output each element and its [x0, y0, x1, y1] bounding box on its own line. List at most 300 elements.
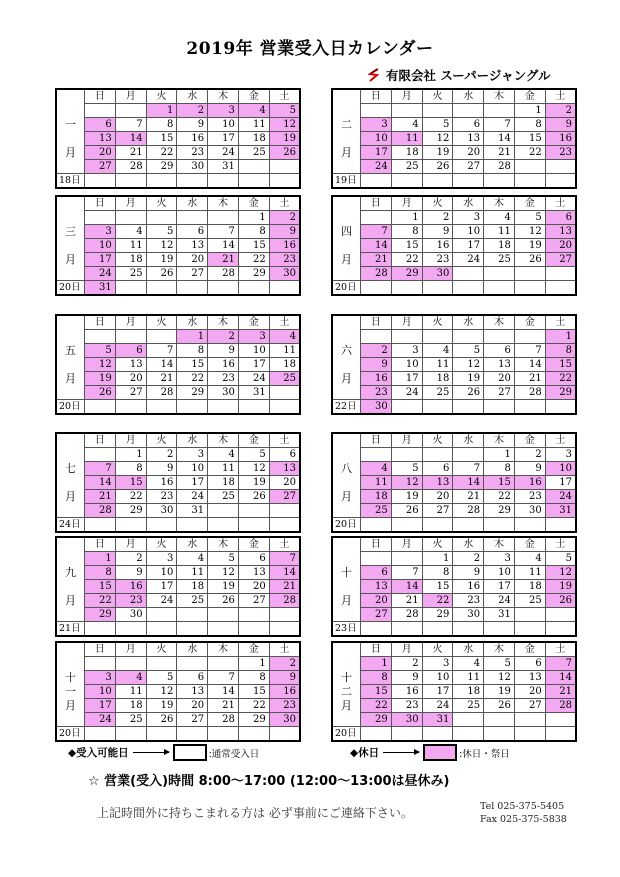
day-cell: 7 — [545, 657, 576, 671]
day-cell — [238, 400, 269, 415]
month-label — [332, 160, 361, 174]
day-cell: 4 — [208, 448, 239, 462]
day-cell: 23 — [453, 594, 484, 608]
day-cell: 28 — [208, 713, 239, 727]
day-cell: 1 — [422, 552, 453, 566]
day-cell: 22 — [85, 594, 116, 608]
day-cell: 17 — [453, 239, 484, 253]
day-cell — [177, 727, 208, 742]
day-cell — [484, 518, 515, 533]
day-cell — [177, 174, 208, 189]
day-cell: 6 — [545, 211, 576, 225]
day-cell: 25 — [208, 490, 239, 504]
day-cell — [85, 448, 116, 462]
month-label: 月 — [56, 594, 85, 608]
month-calendar — [55, 536, 301, 634]
day-cell: 22 — [391, 253, 422, 267]
month-label — [332, 267, 361, 281]
day-cell: 18 — [391, 146, 422, 160]
day-cell — [422, 174, 453, 189]
day-cell — [391, 281, 422, 296]
day-cell: 16 — [208, 358, 239, 372]
day-cell: 17 — [391, 372, 422, 386]
day-cell — [453, 622, 484, 637]
day-cell: 13 — [361, 580, 392, 594]
day-cell: 17 — [208, 132, 239, 146]
day-cell — [514, 518, 545, 533]
day-cell: 4 — [484, 211, 515, 225]
day-cell: 5 — [545, 552, 576, 566]
day-cell: 29 — [85, 608, 116, 622]
day-cell: 21 — [208, 253, 239, 267]
day-cell — [177, 518, 208, 533]
weekday-header: 水 — [177, 315, 208, 330]
day-cell — [208, 211, 239, 225]
day-cell: 3 — [453, 211, 484, 225]
weekday-header: 日 — [85, 196, 116, 211]
weekday-header: 金 — [238, 433, 269, 448]
day-cell: 23 — [422, 253, 453, 267]
day-cell: 10 — [484, 566, 515, 580]
day-cell: 17 — [238, 358, 269, 372]
day-cell — [115, 727, 146, 742]
day-cell — [146, 400, 177, 415]
weekday-header: 日 — [85, 315, 116, 330]
day-cell: 5 — [238, 448, 269, 462]
day-cell: 2 — [177, 104, 208, 118]
day-cell: 21 — [484, 146, 515, 160]
day-cell: 9 — [391, 671, 422, 685]
day-cell: 29 — [238, 713, 269, 727]
day-cell: 11 — [238, 118, 269, 132]
day-cell: 8 — [514, 118, 545, 132]
weekday-header: 土 — [269, 89, 300, 104]
month-label — [332, 713, 361, 727]
day-cell — [545, 160, 576, 174]
day-cell: 29 — [391, 267, 422, 281]
day-cell: 28 — [115, 160, 146, 174]
weekday-header: 土 — [269, 642, 300, 657]
day-cell — [545, 713, 576, 727]
day-cell: 22 — [514, 146, 545, 160]
day-cell: 7 — [361, 225, 392, 239]
month-label — [332, 476, 361, 490]
month-table — [331, 536, 577, 637]
day-cell: 3 — [177, 448, 208, 462]
day-cell: 16 — [177, 132, 208, 146]
day-cell — [422, 281, 453, 296]
month-label: 月 — [56, 490, 85, 504]
day-cell: 11 — [177, 566, 208, 580]
day-cell: 16 — [146, 476, 177, 490]
weekday-header: 日 — [361, 433, 392, 448]
month-label — [56, 504, 85, 518]
day-cell: 6 — [484, 344, 515, 358]
day-cell: 8 — [484, 462, 515, 476]
day-cell: 2 — [208, 330, 239, 344]
month-calendar — [331, 641, 577, 739]
day-cell: 12 — [484, 671, 515, 685]
month-label — [332, 552, 361, 566]
weekday-header: 火 — [146, 89, 177, 104]
day-cell — [361, 104, 392, 118]
day-cell — [422, 727, 453, 742]
day-cell: 14 — [391, 580, 422, 594]
day-cell — [514, 174, 545, 189]
month-table — [331, 641, 577, 742]
weekday-header: 水 — [453, 537, 484, 552]
weekday-header: 火 — [146, 433, 177, 448]
day-cell: 17 — [85, 699, 116, 713]
day-cell — [269, 160, 300, 174]
day-cell: 24 — [85, 267, 116, 281]
day-cell: 15 — [484, 476, 515, 490]
day-cell — [85, 400, 116, 415]
month-table — [331, 314, 577, 415]
corner-cell — [332, 642, 361, 657]
day-cell — [85, 211, 116, 225]
day-cell: 29 — [146, 160, 177, 174]
weekday-header: 水 — [177, 537, 208, 552]
weekday-header: 土 — [545, 537, 576, 552]
day-cell: 9 — [422, 225, 453, 239]
day-cell — [391, 518, 422, 533]
day-cell: 18 — [238, 132, 269, 146]
day-cell — [484, 174, 515, 189]
day-cell — [146, 727, 177, 742]
month-calendar — [55, 641, 301, 739]
day-cell: 19 — [545, 580, 576, 594]
day-cell: 20 — [514, 685, 545, 699]
day-cell: 12 — [391, 476, 422, 490]
day-cell: 18 — [422, 372, 453, 386]
day-cell: 27 — [514, 699, 545, 713]
business-hours: ☆ 営業(受入)時間 8:00～17:00 (12:00～13:00は昼休み) — [88, 774, 450, 789]
day-cell — [208, 174, 239, 189]
day-cell: 11 — [269, 344, 300, 358]
day-cell: 9 — [514, 462, 545, 476]
month-label: 二 — [332, 118, 361, 132]
corner-cell — [332, 537, 361, 552]
day-cell — [514, 622, 545, 637]
month-label: 五 — [56, 344, 85, 358]
day-cell: 3 — [545, 448, 576, 462]
fax-number: Fax 025-375-5838 — [480, 814, 567, 825]
day-cell: 2 — [146, 448, 177, 462]
day-cell: 27 — [545, 253, 576, 267]
weekday-header: 日 — [361, 196, 392, 211]
business-days-count: 20日 — [56, 281, 85, 296]
day-cell: 17 — [545, 476, 576, 490]
day-cell: 22 — [146, 146, 177, 160]
day-cell: 5 — [514, 211, 545, 225]
day-cell — [269, 386, 300, 400]
weekday-header: 水 — [453, 315, 484, 330]
weekday-header: 月 — [391, 89, 422, 104]
weekday-header: 金 — [514, 642, 545, 657]
day-cell: 10 — [453, 225, 484, 239]
weekday-header: 木 — [484, 315, 515, 330]
weekday-header: 木 — [484, 89, 515, 104]
day-cell: 30 — [177, 160, 208, 174]
weekday-header: 金 — [514, 89, 545, 104]
weekday-header: 金 — [514, 433, 545, 448]
day-cell: 12 — [85, 358, 116, 372]
day-cell: 21 — [115, 146, 146, 160]
day-cell — [361, 281, 392, 296]
weekday-header: 月 — [115, 196, 146, 211]
business-days-count: 23日 — [332, 622, 361, 637]
day-cell — [115, 174, 146, 189]
day-cell: 19 — [391, 490, 422, 504]
day-cell: 8 — [115, 462, 146, 476]
day-cell — [422, 330, 453, 344]
day-cell: 15 — [177, 358, 208, 372]
weekday-header: 火 — [422, 642, 453, 657]
day-cell — [115, 281, 146, 296]
day-cell: 15 — [238, 239, 269, 253]
day-cell — [146, 174, 177, 189]
day-cell: 28 — [146, 386, 177, 400]
day-cell: 30 — [146, 504, 177, 518]
day-cell: 5 — [208, 552, 239, 566]
day-cell: 21 — [269, 580, 300, 594]
business-days-count: 20日 — [56, 400, 85, 415]
weekday-header: 木 — [208, 642, 239, 657]
day-cell: 5 — [453, 344, 484, 358]
weekday-header: 日 — [361, 642, 392, 657]
day-cell — [484, 281, 515, 296]
day-cell: 20 — [484, 372, 515, 386]
weekday-header: 月 — [391, 537, 422, 552]
day-cell — [545, 518, 576, 533]
weekday-header: 水 — [453, 196, 484, 211]
day-cell — [269, 727, 300, 742]
weekday-header: 日 — [361, 315, 392, 330]
day-cell: 16 — [422, 239, 453, 253]
weekday-header: 水 — [177, 89, 208, 104]
day-cell: 3 — [422, 657, 453, 671]
day-cell — [361, 174, 392, 189]
day-cell: 24 — [177, 490, 208, 504]
day-cell: 13 — [422, 476, 453, 490]
day-cell: 8 — [85, 566, 116, 580]
day-cell: 8 — [545, 344, 576, 358]
weekday-header: 木 — [484, 537, 515, 552]
day-cell — [238, 160, 269, 174]
month-label — [56, 239, 85, 253]
weekday-header: 日 — [85, 433, 116, 448]
month-label: 月 — [56, 146, 85, 160]
day-cell: 11 — [208, 462, 239, 476]
weekday-header: 月 — [115, 89, 146, 104]
day-cell: 10 — [85, 239, 116, 253]
day-cell: 29 — [115, 504, 146, 518]
day-cell: 22 — [238, 699, 269, 713]
month-label — [332, 657, 361, 671]
day-cell: 6 — [238, 552, 269, 566]
day-cell: 10 — [238, 344, 269, 358]
day-cell — [208, 622, 239, 637]
day-cell: 14 — [85, 476, 116, 490]
weekday-header: 土 — [545, 315, 576, 330]
legend-open-label: ◆受入可能日 — [68, 747, 129, 759]
day-cell: 12 — [146, 685, 177, 699]
day-cell — [361, 727, 392, 742]
day-cell: 16 — [514, 476, 545, 490]
day-cell: 26 — [146, 267, 177, 281]
day-cell: 5 — [269, 104, 300, 118]
day-cell: 4 — [177, 552, 208, 566]
day-cell: 9 — [115, 566, 146, 580]
day-cell: 11 — [115, 239, 146, 253]
day-cell — [422, 104, 453, 118]
company-name — [368, 66, 550, 84]
day-cell: 31 — [238, 386, 269, 400]
day-cell: 3 — [391, 344, 422, 358]
weekday-header: 木 — [208, 537, 239, 552]
day-cell: 1 — [238, 211, 269, 225]
day-cell — [453, 727, 484, 742]
day-cell: 31 — [545, 504, 576, 518]
day-cell: 14 — [514, 358, 545, 372]
corner-cell — [56, 642, 85, 657]
month-calendar — [55, 88, 301, 186]
day-cell: 23 — [146, 490, 177, 504]
day-cell: 16 — [361, 372, 392, 386]
day-cell: 15 — [85, 580, 116, 594]
day-cell: 8 — [361, 671, 392, 685]
weekday-header: 日 — [361, 89, 392, 104]
day-cell: 9 — [545, 118, 576, 132]
day-cell: 15 — [238, 685, 269, 699]
day-cell: 12 — [238, 462, 269, 476]
day-cell — [238, 281, 269, 296]
month-label — [332, 608, 361, 622]
day-cell: 25 — [238, 146, 269, 160]
day-cell — [269, 518, 300, 533]
month-label: 月 — [56, 699, 85, 713]
day-cell: 7 — [453, 462, 484, 476]
day-cell — [115, 518, 146, 533]
day-cell: 25 — [422, 386, 453, 400]
day-cell — [177, 211, 208, 225]
day-cell — [208, 504, 239, 518]
day-cell: 28 — [514, 386, 545, 400]
day-cell: 14 — [208, 685, 239, 699]
month-table — [331, 88, 577, 189]
day-cell: 18 — [115, 699, 146, 713]
weekday-header: 火 — [422, 433, 453, 448]
corner-cell — [56, 537, 85, 552]
business-days-count: 24日 — [56, 518, 85, 533]
month-label: 十 — [332, 566, 361, 580]
day-cell: 13 — [238, 566, 269, 580]
month-label: 月 — [332, 490, 361, 504]
day-cell — [146, 622, 177, 637]
day-cell: 23 — [208, 372, 239, 386]
day-cell: 18 — [484, 239, 515, 253]
month-label: 一 — [56, 118, 85, 132]
day-cell: 11 — [115, 685, 146, 699]
day-cell — [422, 622, 453, 637]
month-calendar — [331, 536, 577, 634]
day-cell — [269, 400, 300, 415]
day-cell — [484, 330, 515, 344]
weekday-header: 金 — [238, 89, 269, 104]
day-cell: 23 — [177, 146, 208, 160]
weekday-header: 木 — [484, 433, 515, 448]
month-label — [56, 580, 85, 594]
day-cell: 26 — [208, 594, 239, 608]
day-cell: 7 — [391, 566, 422, 580]
day-cell: 30 — [391, 713, 422, 727]
day-cell: 20 — [115, 372, 146, 386]
day-cell: 14 — [208, 239, 239, 253]
month-label: 三 — [56, 225, 85, 239]
day-cell — [208, 400, 239, 415]
day-cell — [453, 518, 484, 533]
day-cell: 26 — [545, 594, 576, 608]
day-cell: 28 — [269, 594, 300, 608]
day-cell: 6 — [177, 671, 208, 685]
day-cell: 16 — [269, 685, 300, 699]
day-cell: 10 — [177, 462, 208, 476]
day-cell: 2 — [361, 344, 392, 358]
day-cell: 2 — [453, 552, 484, 566]
arrow-icon — [133, 752, 169, 753]
day-cell: 1 — [514, 104, 545, 118]
day-cell: 2 — [422, 211, 453, 225]
day-cell: 1 — [115, 448, 146, 462]
day-cell — [514, 727, 545, 742]
weekday-header: 水 — [177, 433, 208, 448]
weekday-header: 火 — [422, 315, 453, 330]
day-cell: 16 — [115, 580, 146, 594]
day-cell: 11 — [391, 132, 422, 146]
day-cell: 12 — [422, 132, 453, 146]
weekday-header: 木 — [208, 315, 239, 330]
day-cell: 31 — [484, 608, 515, 622]
day-cell — [208, 657, 239, 671]
day-cell: 13 — [484, 358, 515, 372]
day-cell — [85, 174, 116, 189]
day-cell: 1 — [391, 211, 422, 225]
day-cell: 13 — [177, 685, 208, 699]
day-cell: 27 — [177, 267, 208, 281]
day-cell — [391, 552, 422, 566]
day-cell — [269, 281, 300, 296]
month-label: 六 — [332, 344, 361, 358]
day-cell: 6 — [269, 448, 300, 462]
day-cell: 10 — [208, 118, 239, 132]
day-cell: 10 — [422, 671, 453, 685]
day-cell: 14 — [361, 239, 392, 253]
day-cell: 3 — [208, 104, 239, 118]
weekday-header: 金 — [238, 537, 269, 552]
legend-open-note: :通常受入日 — [208, 748, 260, 760]
day-cell: 21 — [85, 490, 116, 504]
month-label — [56, 608, 85, 622]
month-label — [332, 211, 361, 225]
month-label: 十 — [56, 671, 85, 685]
day-cell: 10 — [545, 462, 576, 476]
legend-holiday-note: :休日・祭日 — [459, 748, 510, 760]
day-cell: 24 — [361, 160, 392, 174]
corner-cell — [332, 433, 361, 448]
day-cell: 24 — [545, 490, 576, 504]
day-cell: 15 — [422, 580, 453, 594]
